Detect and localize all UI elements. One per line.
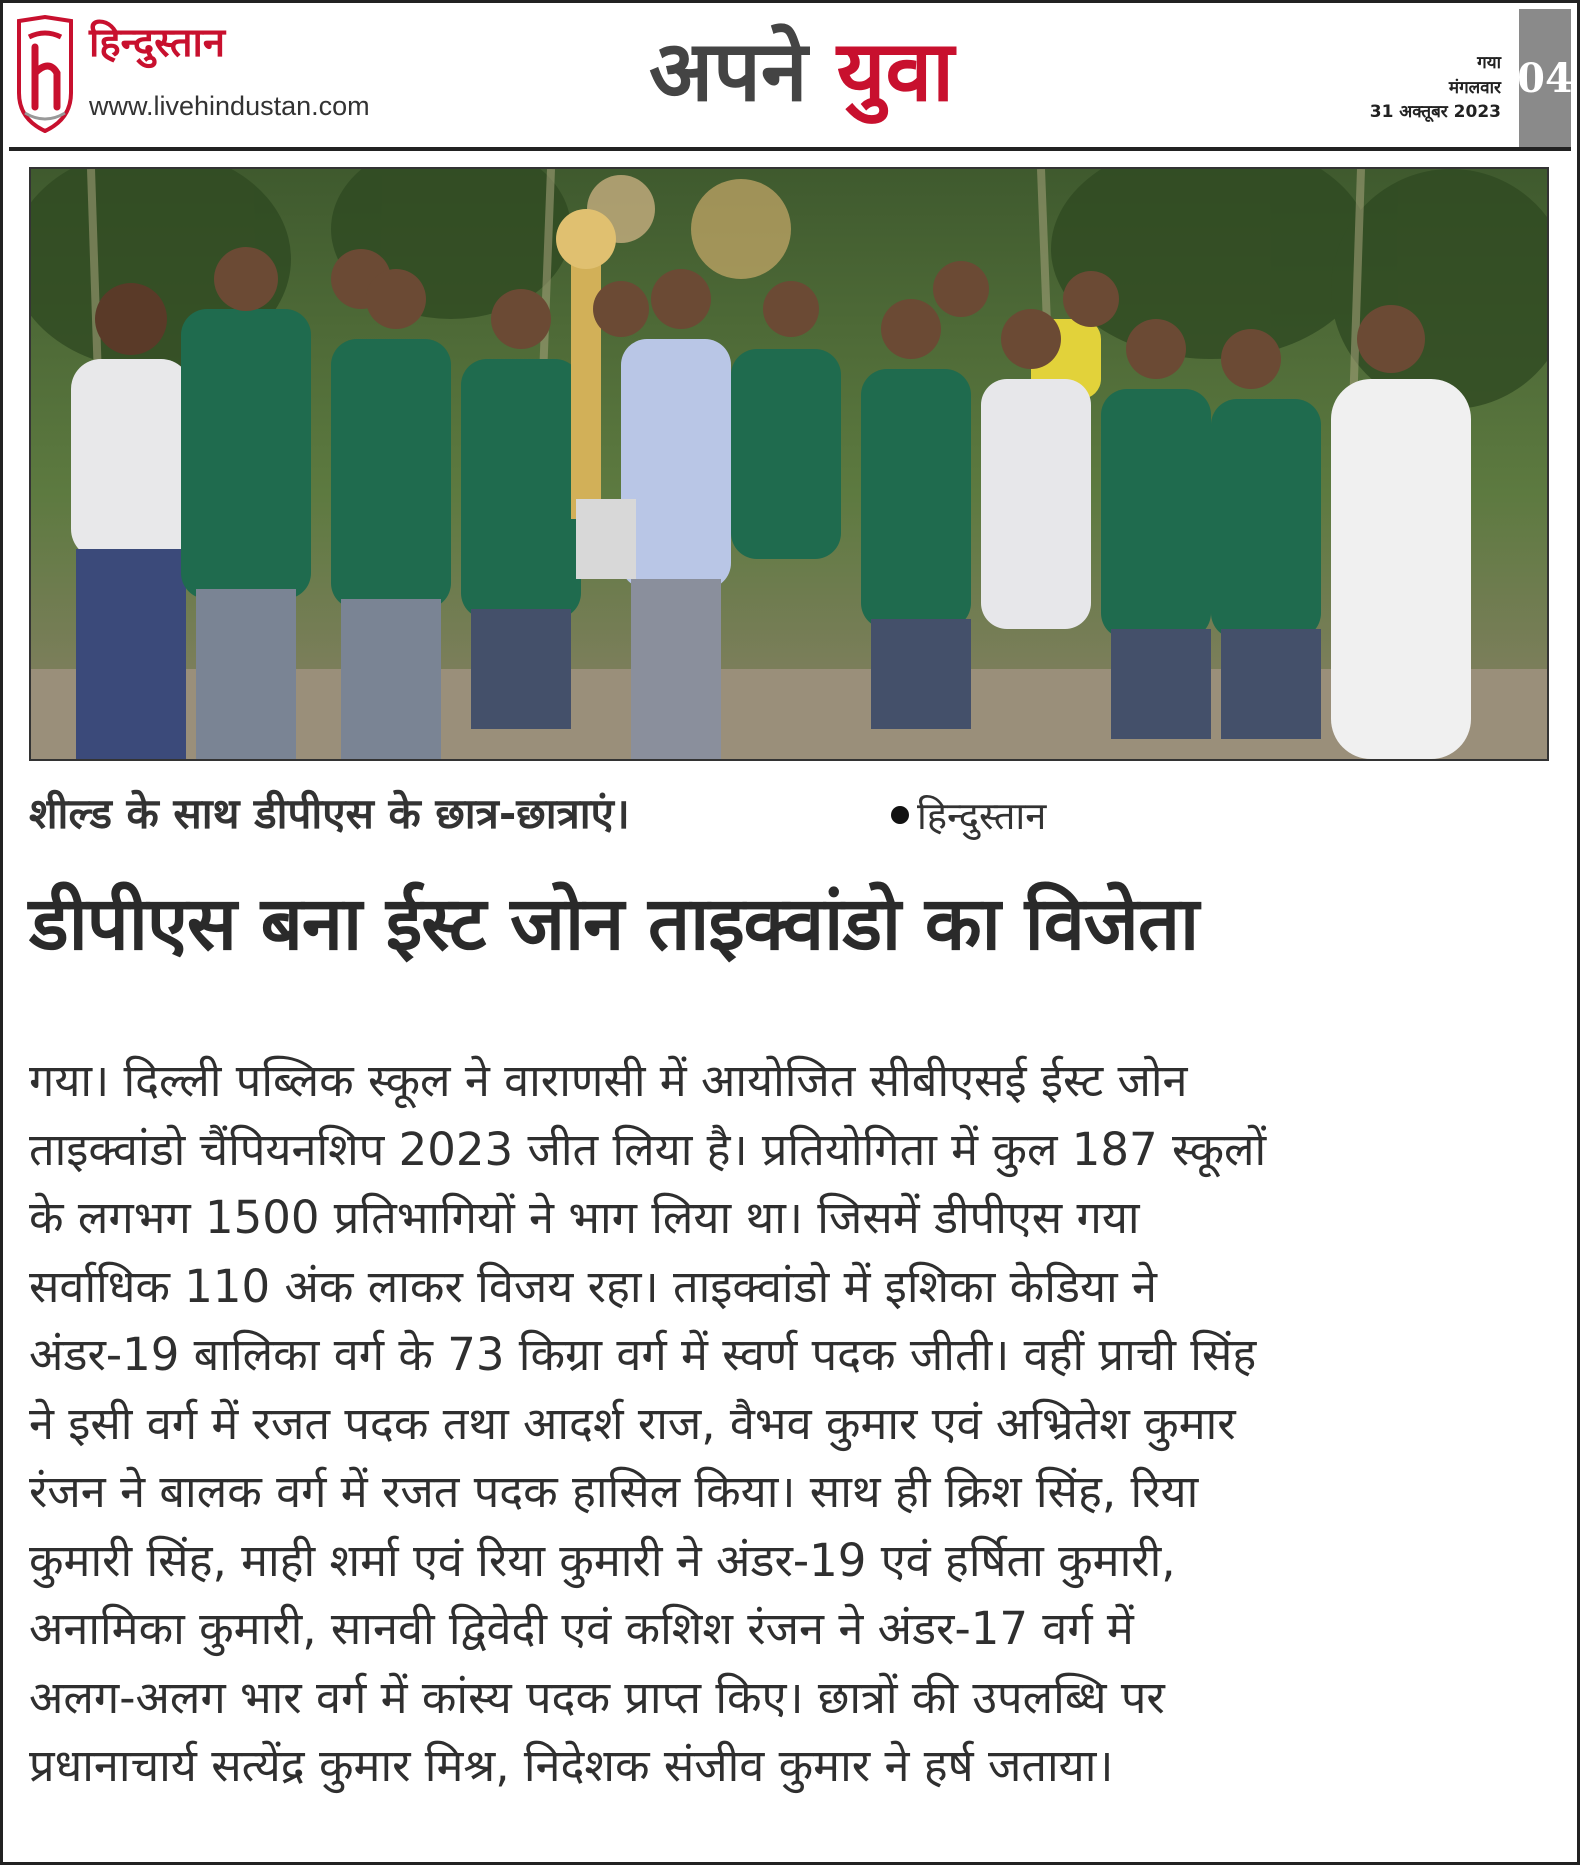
photo-credit	[891, 794, 1047, 838]
header-rule	[9, 147, 1571, 151]
photo-credit-text: हिन्दुस्तान	[917, 794, 1047, 838]
dateline-city: गया	[1477, 53, 1501, 73]
brand-url[interactable]: www.livehindustan.com	[89, 91, 370, 121]
page-header	[9, 9, 1571, 147]
article-body-line: रंजन ने बालक वर्ग में रजत पदक हासिल किया। साथ ही क्रिश सिंह, रिया	[29, 1465, 1199, 1518]
article-body-line: के लगभग 1500 प्रतिभागियों ने भाग लिया था। जिसमें डीपीएस गया	[29, 1191, 1140, 1244]
masthead-word-1: अपने	[649, 22, 808, 120]
dateline-date: 31 अक्तूबर 2023	[1369, 102, 1501, 123]
brand-name: हिन्दुस्तान	[89, 20, 226, 66]
news-photo	[29, 167, 1549, 761]
article-body-line: प्रधानाचार्य सत्येंद्र कुमार मिश्र, निदेशक संजीव कुमार ने हर्ष जताया।	[29, 1739, 1114, 1792]
photo-caption: शील्ड के साथ डीपीएस के छात्र-छात्राएं।	[29, 789, 630, 838]
article-body-line: अंडर-19 बालिका वर्ग के 73 किग्रा वर्ग में स्वर्ण पदक जीती। वहीं प्राची सिंह	[29, 1328, 1257, 1381]
article-body-line: ताइक्वांडो चैंपियनशिप 2023 जीत लिया है। प्रतियोगिता में कुल 187 स्कूलों	[29, 1122, 1267, 1176]
masthead-word-2: युवा	[836, 22, 954, 120]
article-body-line: कुमारी सिंह, माही शर्मा एवं रिया कुमारी ने अंडर-19 एवं हर्षिता कुमारी,	[29, 1533, 1176, 1587]
article-body-line: अलग-अलग भार वर्ग में कांस्य पदक प्राप्त किए। छात्रों की उपलब्धि पर	[29, 1670, 1165, 1724]
article-headline: डीपीएस बना ईस्ट जोन ताइक्वांडो का विजेता	[29, 881, 1199, 967]
article-body-line: ने इसी वर्ग में रजत पदक तथा आदर्श राज, वैभव कुमार एवं अभ्रितेश कुमार	[29, 1396, 1236, 1450]
group-photo-students-with-trophy-icon	[31, 169, 1547, 759]
dateline-day: मंगलवार	[1448, 77, 1501, 98]
section-masthead	[649, 22, 954, 120]
dateline	[1370, 51, 1501, 125]
article-body-line: गया। दिल्ली पब्लिक स्कूल ने वाराणसी में आयोजित सीबीएसई ईस्ट जोन	[29, 1054, 1188, 1107]
page-number: 04	[1519, 9, 1571, 147]
article-body	[29, 1047, 1559, 1801]
article-body-line: अनामिका कुमारी, सानवी द्विवेदी एवं कशिश रंजन ने अंडर-17 वर्ग में	[29, 1602, 1134, 1655]
bullet-dot-icon	[891, 806, 909, 824]
hindustan-shield-logo-icon	[15, 15, 75, 133]
article-body-line: सर्वाधिक 110 अंक लाकर विजय रहा। ताइक्वांडो में इशिका केडिया ने	[29, 1259, 1157, 1313]
